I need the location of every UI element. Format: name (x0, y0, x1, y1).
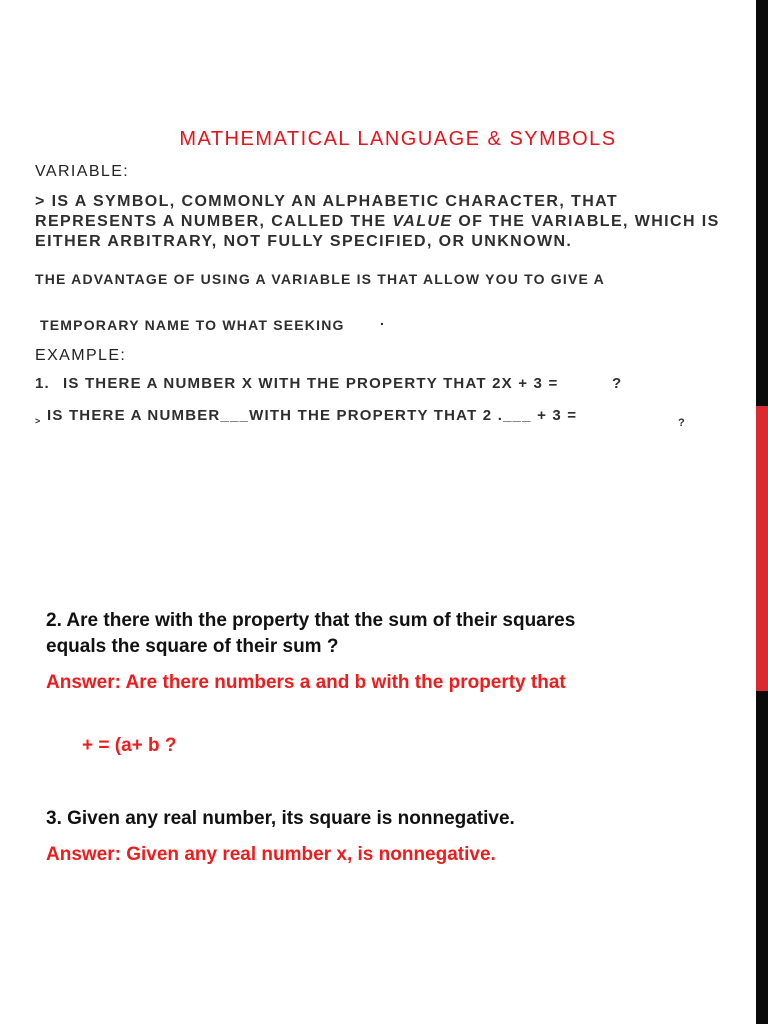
definition-line-1: > IS A SYMBOL, COMMONLY AN ALPHABETIC CHARACTER, THAT (35, 193, 619, 210)
advantage-line-2: TEMPORARY NAME TO WHAT SEEKING (40, 317, 345, 333)
answer-3: Answer: Given any real number x, is nonnegative. (46, 844, 496, 865)
example-heading: EXAMPLE: (35, 347, 127, 364)
example-2-arrow: > (35, 416, 41, 426)
variable-heading: VARIABLE: (35, 163, 130, 180)
right-edge-accent-bar (756, 406, 768, 691)
answer-2-line-2: + = (a+ b ? (82, 735, 177, 756)
example-2-question-mark: ? (678, 417, 685, 429)
example-1-text: IS THERE A NUMBER X WITH THE PROPERTY THAT 2X + 3 = (63, 375, 559, 392)
definition-line-3: EITHER ARBITRARY, NOT FULLY SPECIFIED, OR UNKNOWN. (35, 233, 573, 250)
example-1-question-mark: ? (612, 375, 622, 392)
advantage-line-1: THE ADVANTAGE OF USING A VARIABLE IS THAT ALLOW YOU TO GIVE A (35, 271, 605, 287)
example-2-text: IS THERE A NUMBER___WITH THE PROPERTY THAT 2 .___ + 3 = (47, 407, 578, 424)
question-2-line-2: equals the square of their sum ? (46, 636, 339, 657)
example-1-number: 1. (35, 375, 50, 392)
value-term: VALUE (392, 213, 453, 230)
advantage-dot: . (380, 312, 384, 328)
definition-line-2 (35, 213, 720, 231)
answer-2-line-1: Answer: Are there numbers a and b with the property that (46, 672, 566, 693)
definition-line-2-start: REPRESENTS A NUMBER, CALLED THE (35, 213, 393, 230)
question-3: 3. Given any real number, its square is nonnegative. (46, 808, 515, 829)
question-2-line-1: 2. Are there with the property that the sum of their squares (46, 610, 576, 631)
page-title: MATHEMATICAL LANGUAGE & SYMBOLS (179, 128, 617, 150)
definition-line-2-end: OF THE VARIABLE, WHICH IS (452, 213, 720, 230)
